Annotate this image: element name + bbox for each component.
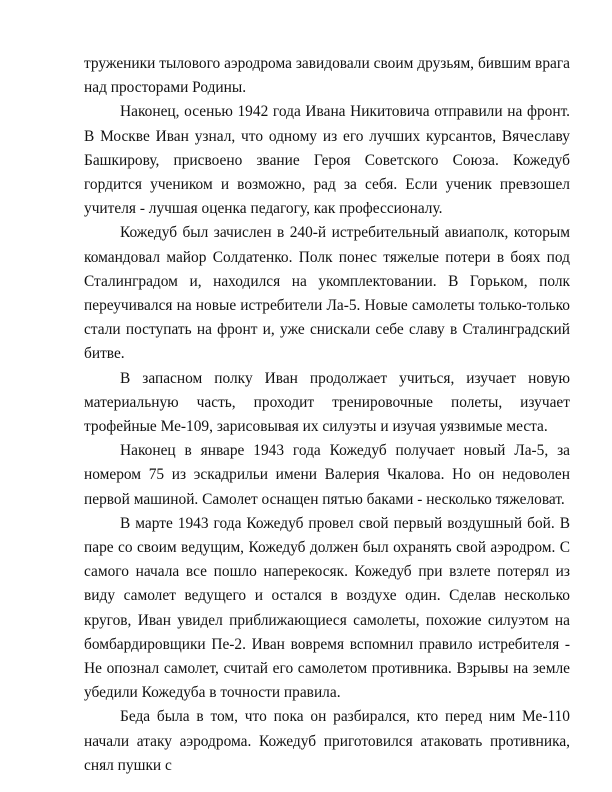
paragraph-me110-attack: Беда была в том, что пока он разбирался, кто перед ним Ме-110 начали атаку аэродрома. Кожедуб приготовился атаковать противника, снял пушки с	[84, 708, 570, 774]
paragraph-reserve-regiment: В запасном полку Иван продолжает учиться, изучает новую материальную часть, проходит тренировочные полеты, изучает трофейные Ме-109, зарисовывая их силуэты и изучая уязвимые места.	[84, 369, 570, 436]
document-page	[84, 52, 570, 778]
paragraph-front-departure: Наконец, осенью 1942 года Ивана Никитовича отправили на фронт. В Москве Иван узнал, что одному из его лучших курсантов, Вячеславу Башкирову, присвоено звание Героя Советского Союза. Кожедуб гордится учеником и возможно, рад за себя. Если ученик превзошел учителя - лучшая оценка педагогу, как профессионалу.	[84, 103, 570, 218]
paragraph-new-la5: Наконец в январе 1943 года Кожедуб получает новый Ла-5, за номером 75 из эскадрильи имени Валерия Чкалова. Но он недоволен первой машиной. Самолет оснащен пятью баками - несколько тяжеловат.	[84, 442, 570, 508]
paragraph-continuation: труженики тылового аэродрома завидовали своим друзьям, бившим врага над просторами Родины.	[84, 55, 570, 97]
paragraph-first-air-battle: В марте 1943 года Кожедуб провел свой первый воздушный бой. В паре со своим ведущим, Кожедуб должен был охранять свой аэродром. С самого начала все пошло наперекосяк. Кожедуб при взлете потерял из виду самолет ведущего и остался в воздухе один. Сделав несколько кругов, Иван увидел приближающиеся самолеты, похожие силуэтом на бомбардировщики Пе-2. Иван вовремя вспомнил правило истребителя - Не опознал самолет, считай его самолетом противника. Взрывы на земле убедили Кожедуба в точности правила.	[84, 514, 570, 702]
paragraph-240th-regiment: Кожедуб был зачислен в 240-й истребительный авиаполк, которым командовал майор Солдатенко. Полк понес тяжелые потери в боях под Сталинградом и, находился на укомплектовании. В Горьком, полк переучивался на новые истребители Ла-5. Новые самолеты только-только стали поступать на фронт и, уже снискали себе славу в Сталинградский битве.	[84, 224, 570, 363]
